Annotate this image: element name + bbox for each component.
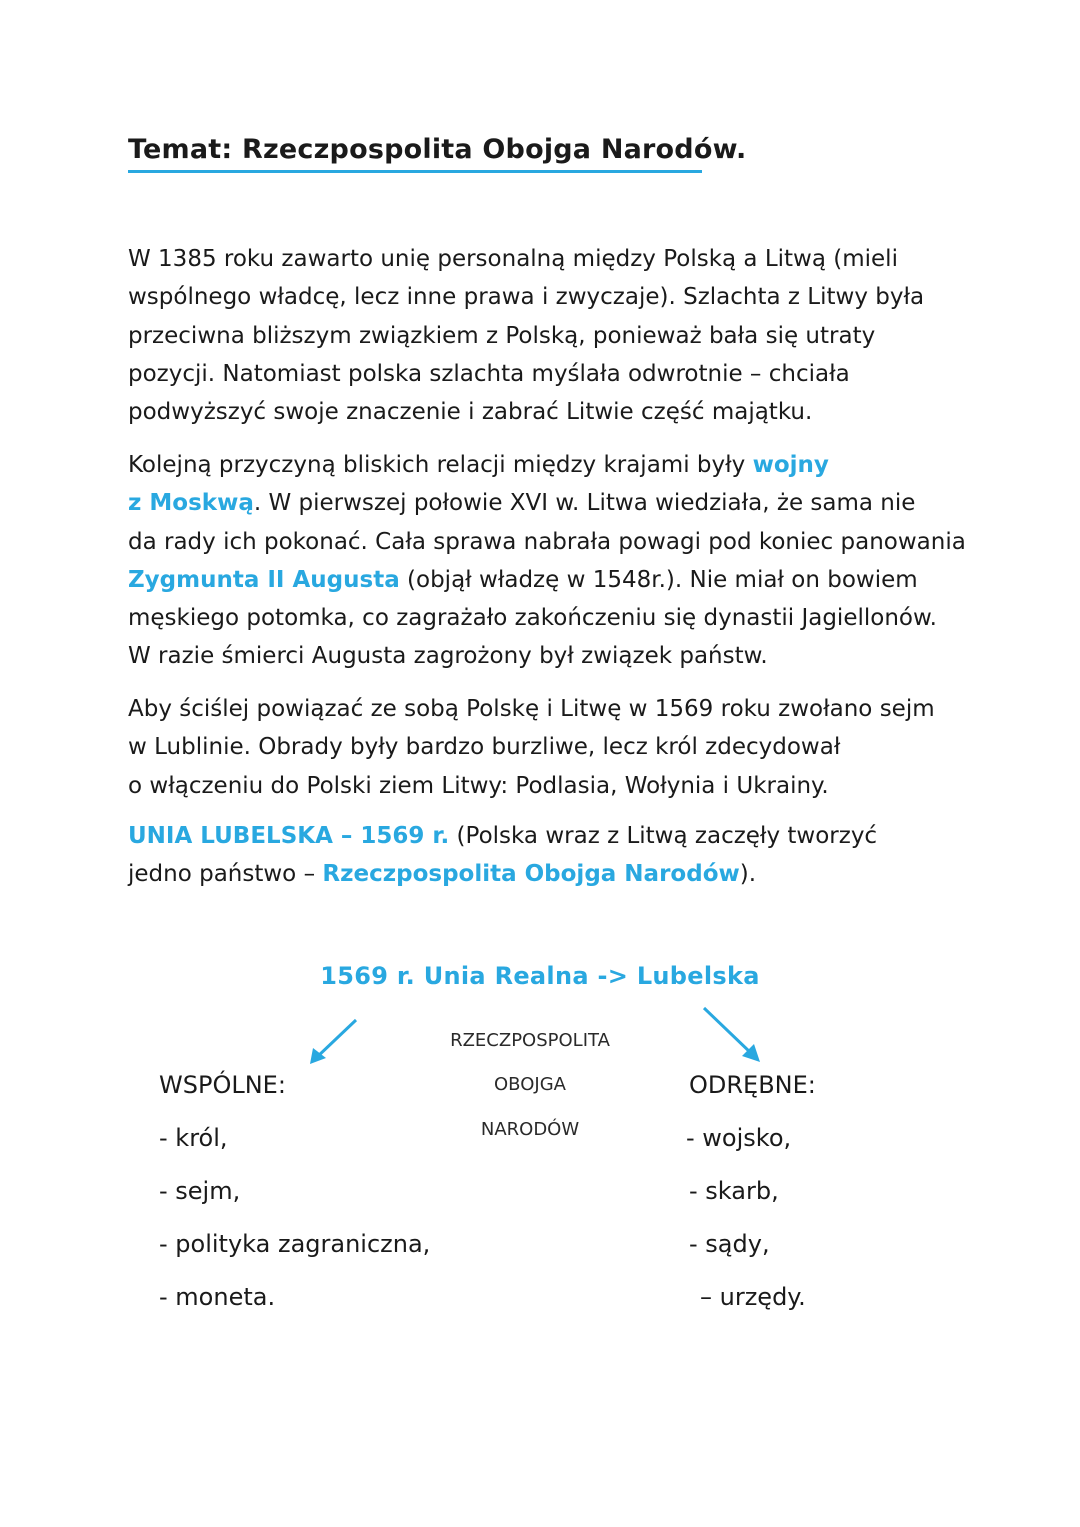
paragraph-line: o włączeniu do Polski ziem Litwy: Podlasia, Wołynia i Ukrainy. (128, 772, 829, 799)
right-arrow-icon (696, 1002, 776, 1072)
paragraph-4 (128, 817, 968, 894)
paragraph-line (128, 817, 968, 855)
paragraph-line (128, 446, 968, 484)
paragraph-1 (128, 240, 968, 431)
highlight-commonwealth: Rzeczpospolita Obojga Narodów (322, 861, 740, 888)
text: Kolejną przyczyną bliskich relacji między krajami były (128, 452, 753, 478)
separate-heading: ODRĘBNE: (689, 1071, 816, 1099)
text: jedno państwo – (128, 861, 323, 888)
paragraph-line: męskiego potomka, co zagrażało zakończeniu się dynastii Jagiellonów. (128, 605, 937, 632)
center-label-line: OBOJGA (494, 1074, 566, 1095)
paragraph-line: Aby ściślej powiązać ze sobą Polskę i Litwę w 1569 roku zwołano sejm (128, 696, 935, 722)
common-heading: WSPÓLNE: (159, 1071, 286, 1099)
common-item: - sejm, (159, 1177, 241, 1205)
paragraph-line: pozycji. Natomiast polska szlachta myślała odwrotnie – chciała (128, 360, 850, 387)
common-item: - moneta. (159, 1283, 276, 1311)
highlight-wars: wojny (752, 452, 829, 478)
paragraph-line (128, 484, 968, 522)
page-title: Temat: Rzeczpospolita Obojga Narodów. (128, 134, 747, 165)
center-label-line: RZECZPOSPOLITA (450, 1030, 610, 1051)
paragraph-3 (128, 690, 968, 805)
separate-item: - wojsko, (686, 1124, 792, 1152)
paragraph-line (128, 855, 968, 893)
highlight-king: Zygmunta II Augusta (128, 566, 400, 593)
diagram-title: 1569 r. Unia Realna -> Lubelska (320, 962, 760, 990)
text: (objął władzę w 1548r.). Nie miał on bowiem (399, 566, 918, 593)
paragraph-line: W razie śmierci Augusta zagrożony był związek państw. (128, 643, 768, 670)
paragraph-line: w Lublinie. Obrady były bardzo burzliwe, lecz król zdecydował (128, 734, 841, 761)
separate-item: – urzędy. (700, 1283, 806, 1311)
paragraph-line (128, 561, 968, 599)
paragraph-line: wspólnego władcę, lecz inne prawa i zwyczaje). Szlachta z Litwy była (128, 284, 925, 311)
paragraph-line: W 1385 roku zawarto unię personalną między Polską a Litwą (mieli (128, 246, 898, 272)
title-underline (128, 170, 702, 173)
common-item: - król, (159, 1124, 228, 1152)
text: (Polska wraz z Litwą zaczęły tworzyć (449, 823, 878, 849)
highlight-moscow: z Moskwą (128, 490, 254, 517)
separate-item: - sądy, (689, 1230, 770, 1258)
paragraph-line: przeciwna bliższym związkiem z Polską, ponieważ bała się utraty (128, 322, 876, 349)
common-item: - polityka zagraniczna, (159, 1230, 431, 1258)
text: ). (739, 861, 757, 888)
center-label-line: NARODÓW (480, 1119, 580, 1140)
paragraph-line: da rady ich pokonać. Cała sprawa nabrała powagi pod koniec panowania (128, 528, 966, 555)
paragraph-2 (128, 446, 968, 676)
highlight-union: UNIA LUBELSKA – 1569 r. (128, 823, 450, 849)
text: . W pierwszej połowie XVI w. Litwa wiedziała, że sama nie (253, 490, 916, 517)
separate-item: - skarb, (689, 1177, 779, 1205)
paragraph-line: podwyższyć swoje znaczenie i zabrać Litwie część majątku. (128, 399, 813, 426)
left-arrow-icon (300, 1012, 370, 1072)
